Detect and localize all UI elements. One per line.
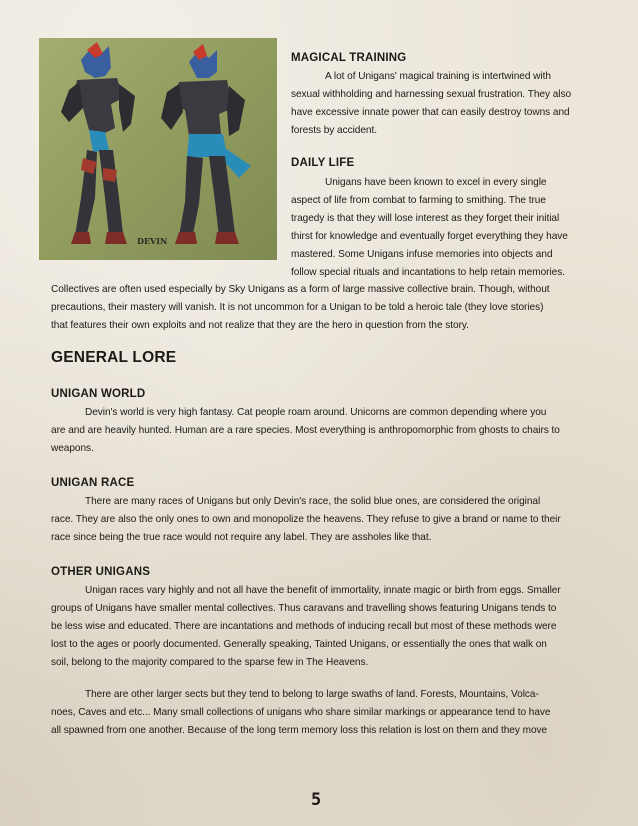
text-line: race. They are also the only ones to own and monopolize the heavens. They refuse to give a brand or name to their bbox=[51, 514, 561, 525]
text-line: aspect of life from combat to farming to smithing. The true bbox=[291, 195, 546, 206]
text-line: A lot of Unigans' magical training is intertwined with bbox=[325, 71, 551, 82]
text-line: There are many races of Unigans but only Devin's race, the solid blue ones, are considered the original bbox=[85, 496, 541, 507]
text-line: lost to the ages or poorly documented. Generally speaking, Tainted Unigans, or essentially the ones that walk on bbox=[51, 639, 547, 650]
text-line: thirst for knowledge and eventually forget everything they have bbox=[291, 231, 568, 242]
text-line: Unigan races vary highly and not all have the benefit of immortality, innate magic or birth from eggs. Smaller bbox=[85, 585, 561, 596]
text-line: race since being the true race would not require any label. They are assholes like that. bbox=[51, 532, 432, 543]
text-line: are and are heavily hunted. Human are a rare species. Most everything is anthropomorphic from ghosts to chairs to bbox=[51, 425, 560, 436]
text-line: that features their own exploits and not realize that they are the hero in question from the story. bbox=[51, 320, 469, 331]
right-character bbox=[161, 44, 251, 244]
heading-unigan-world: UNIGAN WORLD bbox=[51, 388, 146, 400]
heading-daily-life: DAILY LIFE bbox=[291, 157, 355, 169]
text-line: Devin's world is very high fantasy. Cat people roam around. Unicorns are common depending where you bbox=[85, 407, 547, 418]
heading-general-lore: GENERAL LORE bbox=[51, 349, 177, 366]
heading-unigan-race: UNIGAN RACE bbox=[51, 477, 135, 489]
magical-training-text bbox=[291, 68, 571, 140]
other-unigans-text bbox=[51, 582, 561, 672]
text-line: sexual withholding and harnessing sexual frustration. They also bbox=[291, 89, 572, 100]
daily-life-text-full bbox=[51, 281, 550, 335]
text-line: have excessive innate power that can easily destroy towns and bbox=[291, 107, 570, 118]
text-line: tragedy is that they will lose interest as they forget their initial bbox=[291, 213, 560, 224]
unigan-race-text bbox=[51, 493, 561, 547]
text-line: Collectives are often used especially by Sky Unigans as a form of large massive collective brain. Though, without bbox=[51, 284, 550, 295]
text-line: follow special rituals and incantations to help retain memories. bbox=[291, 267, 565, 278]
text-line: all spawned from one another. Because of the long term memory loss this relation is lost on them and they move bbox=[51, 725, 548, 736]
artist-signature: DEVIN bbox=[137, 236, 168, 246]
text-line: There are other larger sects but they tend to belong to large swaths of land. Forests, Mountains, Volca- bbox=[85, 689, 539, 700]
text-line: Unigans have been known to excel in every single bbox=[325, 177, 547, 188]
text-line: mastered. Some Unigans infuse memories into objects and bbox=[291, 249, 553, 260]
other-unigans-text-2 bbox=[51, 686, 550, 740]
text-line: groups of Unigans have smaller mental collectives. Thus caravans and travelling shows featuring Unigans tends to bbox=[51, 603, 557, 614]
text-line: weapons. bbox=[51, 443, 94, 454]
page-number: 5 bbox=[311, 790, 322, 810]
left-character bbox=[61, 42, 135, 244]
heading-magical-training: MAGICAL TRAINING bbox=[291, 52, 407, 64]
unigan-world-text bbox=[51, 404, 560, 458]
text-line: be less wise and educated. There are incantations and methods of inducing recall but most of these methods were bbox=[51, 621, 557, 632]
text-line: forests by accident. bbox=[291, 125, 377, 136]
text-line: noes, Caves and etc... Many small collections of unigans who share similar markings or appearance tend to have bbox=[51, 707, 551, 718]
character-illustration bbox=[39, 38, 277, 260]
heading-other-unigans: OTHER UNIGANS bbox=[51, 566, 151, 578]
daily-life-text bbox=[291, 174, 568, 282]
text-line: soil, belong to the majority compared to the sparse few in The Heavens. bbox=[51, 657, 369, 668]
text-line: precautions, their mastery will vanish. It is not uncommon for a Unigan to be told a heroic tale (they love stories) bbox=[51, 302, 544, 313]
armored-characters-drawing bbox=[39, 38, 277, 260]
